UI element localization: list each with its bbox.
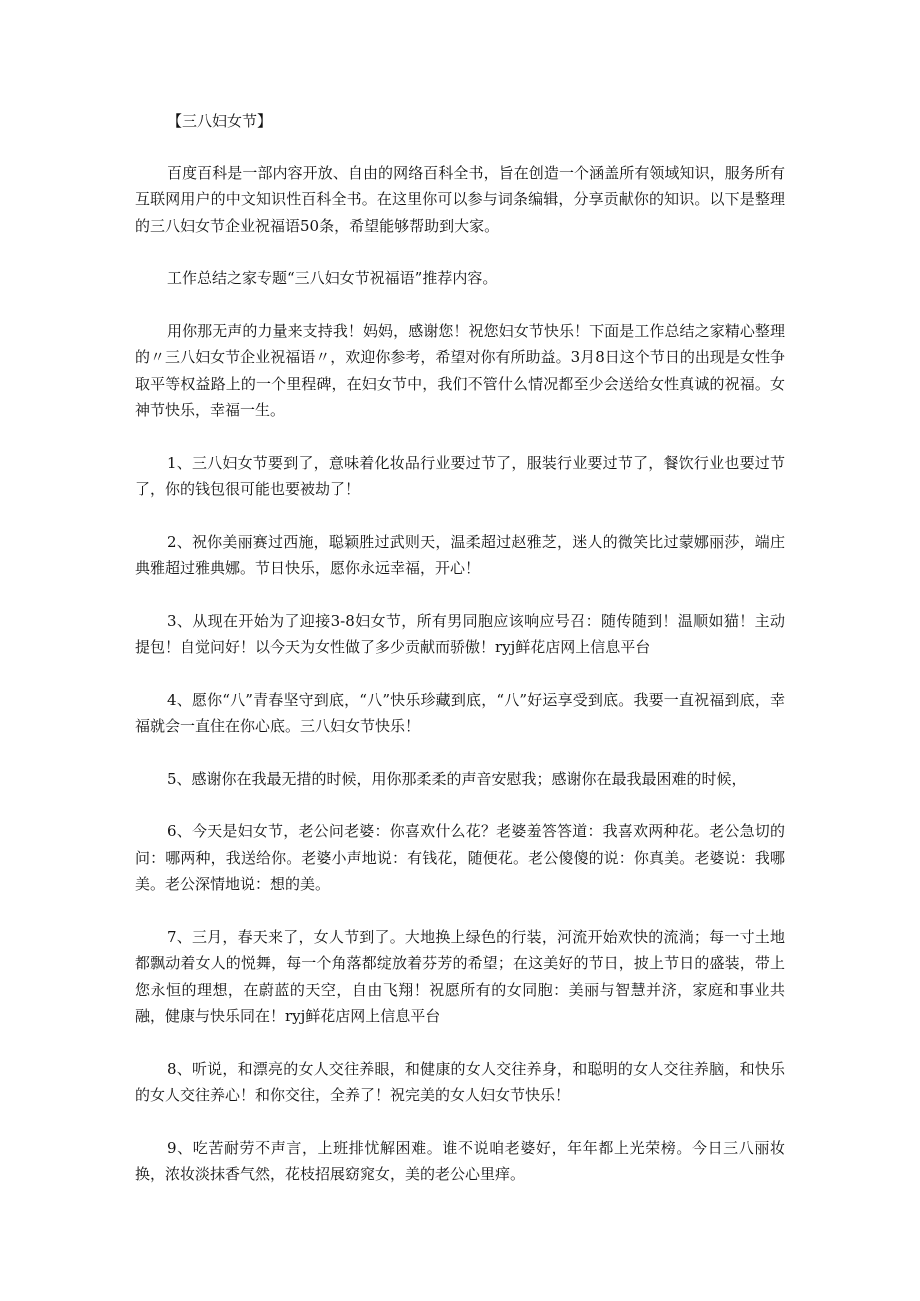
- intro-paragraph: 百度百科是一部内容开放、自由的网络百科全书，旨在创造一个涵盖所有领域知识，服务所有互联网用户的中文知识性百科全书。在这里你可以参与词条编辑，分享贡献你的知识。以下是整理的三八妇女节企业祝福语50条，希望能够帮助到大家。: [135, 163, 785, 235]
- wish-item-2: 2、祝你美丽赛过西施，聪颖胜过武则天，温柔超过赵雅芝，迷人的微笑比过蒙娜丽莎，端庄典雅超过雅典娜。节日快乐，愿你永远幸福，开心！: [135, 532, 785, 577]
- topic-paragraph: 工作总结之家专题“三八妇女节祝福语”推荐内容。: [167, 269, 498, 287]
- wish-item-8: 8、听说，和漂亮的女人交往养眼，和健康的女人交往养身，和聪明的女人交往养脑，和快乐的女人交往养心！和你交往，全养了！祝完美的女人妇女节快乐！: [135, 1059, 785, 1104]
- wish-item-7: 7、三月，春天来了，女人节到了。大地换上绿色的行装，河流开始欢快的流淌；每一寸土地都飘动着女人的悦舞，每一个角落都绽放着芬芳的希望；在这美好的节日，披上节日的盛装，带上您永恒的理想，在蔚蓝的天空，自由飞翔！祝愿所有的女同胞：美丽与智慧并济，家庭和事业共融，健康与快乐同在！ryj鲜花店网上信息平台: [135, 927, 785, 1025]
- wish-item-6: 6、今天是妇女节，老公问老婆：你喜欢什么花？老婆羞答答道：我喜欢两种花。老公急切的问：哪两种，我送给你。老婆小声地说：有钱花，随便花。老公傻傻的说：你真美。老婆说：我哪美。老公深情地说：想的美。: [135, 822, 785, 893]
- wish-item-5: 5、感谢你在我最无措的时候，用你那柔柔的声音安慰我；感谢你在最我最困难的时候，: [167, 769, 747, 788]
- wish-item-1: 1、三八妇女节要到了，意味着化妆品行业要过节了，服装行业要过节了，餐饮行业也要过节了，你的钱包很可能也要被劫了！: [135, 453, 785, 498]
- wish-item-3: 3、从现在开始为了迎接3-8妇女节，所有男同胞应该响应号召：随传随到！温顺如猫！主动提包！自觉问好！以今天为女性做了多少贡献而骄傲！ryj鲜花店网上信息平台: [135, 611, 785, 656]
- preface-paragraph: 用你那无声的力量来支持我！妈妈，感谢您！祝您妇女节快乐！下面是工作总结之家精心整理的〃三八妇女节企业祝福语〃，欢迎你参考，希望对你有所助益。3月8日这个节日的出现是女性争取平等权益路上的一个里程碑，在妇女节中，我们不管什么情况都至少会送给女性真诚的祝福。女神节快乐，幸福一生。: [135, 321, 785, 419]
- document-body: [135, 108, 785, 1214]
- document-title: 【三八妇女节】: [167, 112, 273, 130]
- wish-item-9: 9、吃苦耐劳不声言，上班排忧解困难。谁不说咱老婆好，年年都上光荣榜。今日三八丽妆换，浓妆淡抹香气然，花枝招展窈窕女，美的老公心里痒。: [135, 1138, 785, 1183]
- wish-item-4: 4、愿你“八”青春坚守到底，“八”快乐珍藏到底，“八”好运享受到底。我要一直祝福到底，幸福就会一直住在你心底。三八妇女节快乐！: [135, 690, 785, 735]
